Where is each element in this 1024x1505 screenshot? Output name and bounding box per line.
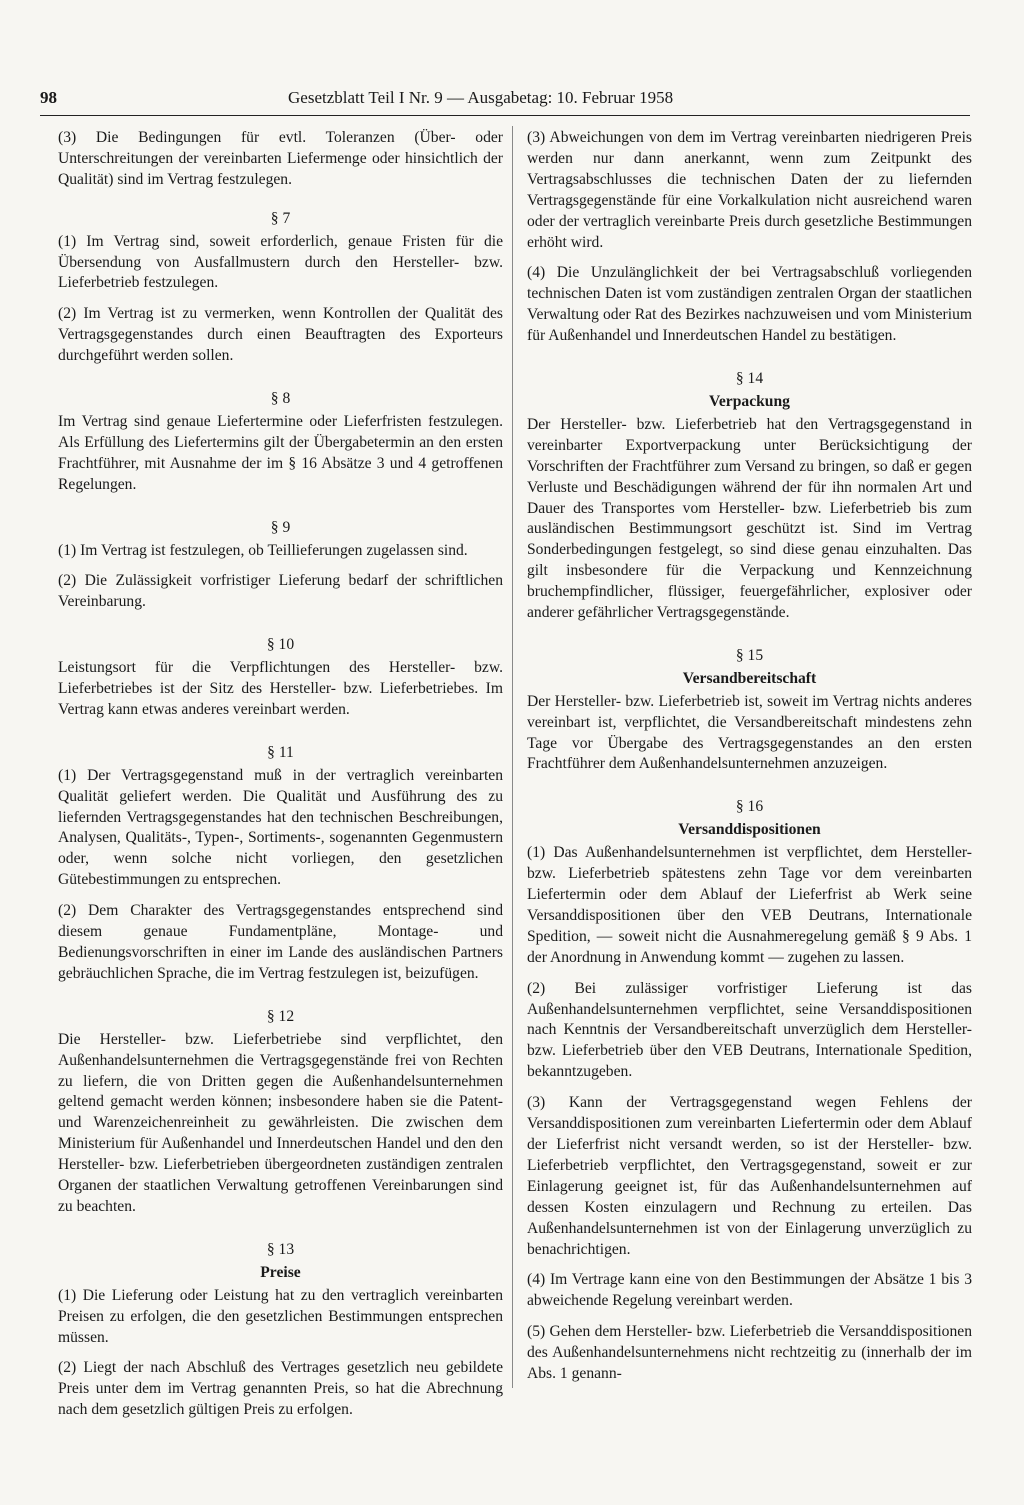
section-heading: § 15 bbox=[735, 646, 764, 664]
header-rule bbox=[40, 115, 970, 116]
paragraph: (3) Die Bedingungen für evtl. Toleranzen (Über- oder Unterschreitungen der vereinbarten Liefermenge oder hinsichtlich der Qualität) sind im Vertrag festzulegen. bbox=[58, 129, 503, 188]
paragraph: Der Hersteller- bzw. Lieferbetrieb hat den Vertragsgegenstand in vereinbarter Exportverpackung unter Berücksichtigung der Vorschriften der Frachtführer zum Versand zu bringen, so daß er gegen Verluste und Beschädigungen während der für ihn normalen Art und Dauer des Transportes vom Hersteller- bzw. Lieferbetrieb bis zum ausländischen Bestimmungsort geschützt ist. Sind im Vertrag Sonderbedingungen festgelegt, so sind diese genau einzuhalten. Das gilt insbesondere für die Verpackung und Kennzeichnung bruchempfindlicher, flüssiger, feuergefährlicher, explosiver oder anderer gefährlicher Vertragsgegenstände. bbox=[527, 415, 972, 622]
paragraph: (2) Die Zulässigkeit vorfristiger Lieferung bedarf der schriftlichen Vereinbarung. bbox=[58, 572, 503, 611]
page-number: 98 bbox=[40, 88, 57, 107]
paragraph: (1) Im Vertrag sind, soweit erforderlich, genaue Fristen für die Übersendung von Ausfallmustern durch den Hersteller- bzw. Lieferbetrieb festzulegen. bbox=[58, 232, 503, 292]
gazette-title: Gesetzblatt Teil I Nr. 9 — Ausgabetag: 10. Februar 1958 bbox=[288, 88, 674, 107]
paragraph: (1) Der Vertragsgegenstand muß in der vertraglich vereinbarten Qualität geliefert werden. Die Qualität und Ausführung des zu liefernden Vertragsgegenstandes hat den technischen Beschreibungen, Analysen, Qualitäts-, Typen-, Sortiments-, sogenannten Gegenmustern oder, wenn solche nicht vorliegen, den gesetzlichen Gütebestimmungen zu entsprechen. bbox=[58, 766, 503, 889]
section-heading: § 11 bbox=[267, 743, 294, 761]
paragraph: (3) Abweichungen von dem im Vertrag vereinbarten niedrigeren Preis werden nur dann anerkannt, wenn zum Zeitpunkt des Vertragsabschlusses die technischen Daten der zu liefernden Vertragsgegenstände für eine Vorkalkulation nicht ausreichend waren oder der vertraglich vereinbarte Preis durch gesetzliche Bestimmungen erhöht wird. bbox=[527, 129, 972, 251]
left-column bbox=[58, 128, 503, 1431]
paragraph: (2) Im Vertrag ist zu vermerken, wenn Kontrollen der Qualität des Vertragsgegenstandes durch einen Beauftragten des Exporteurs durchgeführt werden sollen. bbox=[58, 305, 503, 365]
section-title: Versandbereitschaft bbox=[682, 669, 817, 687]
paragraph: (3) Kann der Vertragsgegenstand wegen Fehlens der Versanddispositionen zum vereinbarten Liefertermin oder dem Ablauf der Lieferfrist nicht versandt werden, so ist der Hersteller- bzw. Lieferbetrieb verpflichtet, den Vertragsgegenstand, soweit er zur Einlagerung geeignet ist, für das Außenhandelsunternehmen auf dessen Kosten einzulagern und Rechnung zu erteilen. Das Außenhandelsunternehmen ist von der Einlagerung unverzüglich zu benachrichtigen. bbox=[527, 1094, 972, 1258]
section-title: Preise bbox=[260, 1263, 301, 1281]
page-header bbox=[40, 88, 970, 114]
paragraph: (2) Liegt der nach Abschluß des Vertrages gesetzlich neu gebildete Preis unter dem im Vertrag genannten Preis, so hat die Abrechnung nach dem gesetzlich gültigen Preis zu erfolgen. bbox=[58, 1359, 503, 1419]
paragraph: Der Hersteller- bzw. Lieferbetrieb ist, soweit im Vertrag nichts anderes vereinbart ist, verpflichtet, die Versandbereitschaft mindestens zehn Tage vor Übergabe des Vertragsgegenstandes an den ersten Frachtführer dem Außenhandelsunternehmen anzuzeigen. bbox=[527, 692, 972, 773]
paragraph: Leistungsort für die Verpflichtungen des Hersteller- bzw. Lieferbetriebes ist der Sitz des Hersteller- bzw. Lieferbetriebes. Im Vertrag kann etwas anderes vereinbart werden. bbox=[58, 659, 503, 718]
section-heading: § 10 bbox=[266, 636, 295, 654]
right-column bbox=[527, 128, 972, 1395]
paragraph: Die Hersteller- bzw. Lieferbetriebe sind verpflichtet, den Außenhandelsunternehmen die Vertragsgegenstände frei von Rechten zu liefern, die von Dritten gegen die Außenhandelsunternehmen geltend gemacht werden können; insbesondere haben sie die Patent- und Warenzeichenreinheit zu gewährleisten. Die zwischen dem Ministerium für Außenhandel und Innerdeutschen Handel und den den Hersteller- bzw. Lieferbetrieben übergeordneten zuständigen zentralen Organen der staatlichen Verwaltung getroffenen Vereinbarungen sind zu beachten. bbox=[58, 1030, 503, 1215]
section-title: Verpackung bbox=[709, 392, 790, 410]
paragraph: Im Vertrag sind genaue Liefertermine oder Lieferfristen festzulegen. Als Erfüllung des Liefertermins gilt der Übergabetermin an den ersten Frachtführer, mit Ausnahme der im § 16 Absätze 3 und 4 getroffenen Regelungen. bbox=[58, 412, 503, 493]
paragraph: (5) Gehen dem Hersteller- bzw. Lieferbetrieb die Versanddispositionen des Außenhandelsunternehmens nicht rechtzeitig zu (innerhalb der im Abs. 1 genann- bbox=[527, 1323, 972, 1383]
paragraph: (1) Die Lieferung oder Leistung hat zu den vertraglich vereinbarten Preisen zu erfolgen, die den gesetzlichen Bestimmungen entsprechen müssen. bbox=[58, 1286, 503, 1346]
section-heading: § 9 bbox=[270, 518, 291, 536]
section-heading: § 16 bbox=[735, 798, 764, 816]
paragraph: (1) Im Vertrag ist festzulegen, ob Teillieferungen zugelassen sind. bbox=[58, 541, 468, 559]
section-heading: § 8 bbox=[270, 390, 291, 408]
section-heading: § 14 bbox=[735, 370, 764, 388]
section-heading: § 13 bbox=[266, 1240, 295, 1258]
column-divider bbox=[512, 126, 513, 1388]
paragraph: (1) Das Außenhandelsunternehmen ist verpflichtet, dem Hersteller- bzw. Lieferbetrieb spätestens zehn Tage vor dem vereinbarten Liefertermin oder dem Ablauf der Lieferfrist ab Werk seine Versanddispositionen über den VEB Deutrans, Internationale Spedition, — soweit nicht die Ausnahmeregelung gemäß § 9 Abs. 1 der Anordnung in Anwendung kommt — zugehen zu lassen. bbox=[527, 844, 972, 966]
paragraph: (4) Die Unzulänglichkeit der bei Vertragsabschluß vorliegenden technischen Daten ist vom zuständigen zentralen Organ der staatlichen Verwaltung oder Rat des Bezirkes nachzuweisen und vom Ministerium für Außenhandel und Innerdeutschen Handel zu bestätigen. bbox=[527, 264, 972, 345]
section-heading: § 12 bbox=[266, 1007, 295, 1025]
paragraph: (2) Bei zulässiger vorfristiger Lieferung ist das Außenhandelsunternehmen verpflichtet, seine Versanddispositionen nach Kenntnis der Versandbereitschaft unverzüglich dem Hersteller- bzw. Lieferbetrieb über den VEB Deutrans, Internationale Spedition, bekanntzugeben. bbox=[527, 979, 972, 1081]
paragraph: (2) Dem Charakter des Vertragsgegenstandes entsprechend sind diesem genaue Fundamentpläne, Montage- und Bedienungsvorschriften in einer im Lande des ausländischen Partners gebräuchlichen Sprache, die im Vertrag festzulegen ist, beizufügen. bbox=[58, 902, 503, 982]
paragraph: (4) Im Vertrage kann eine von den Bestimmungen der Absätze 1 bis 3 abweichende Regelung vereinbart werden. bbox=[527, 1271, 972, 1310]
section-heading: § 7 bbox=[270, 209, 291, 227]
section-title: Versanddispositionen bbox=[678, 821, 821, 839]
